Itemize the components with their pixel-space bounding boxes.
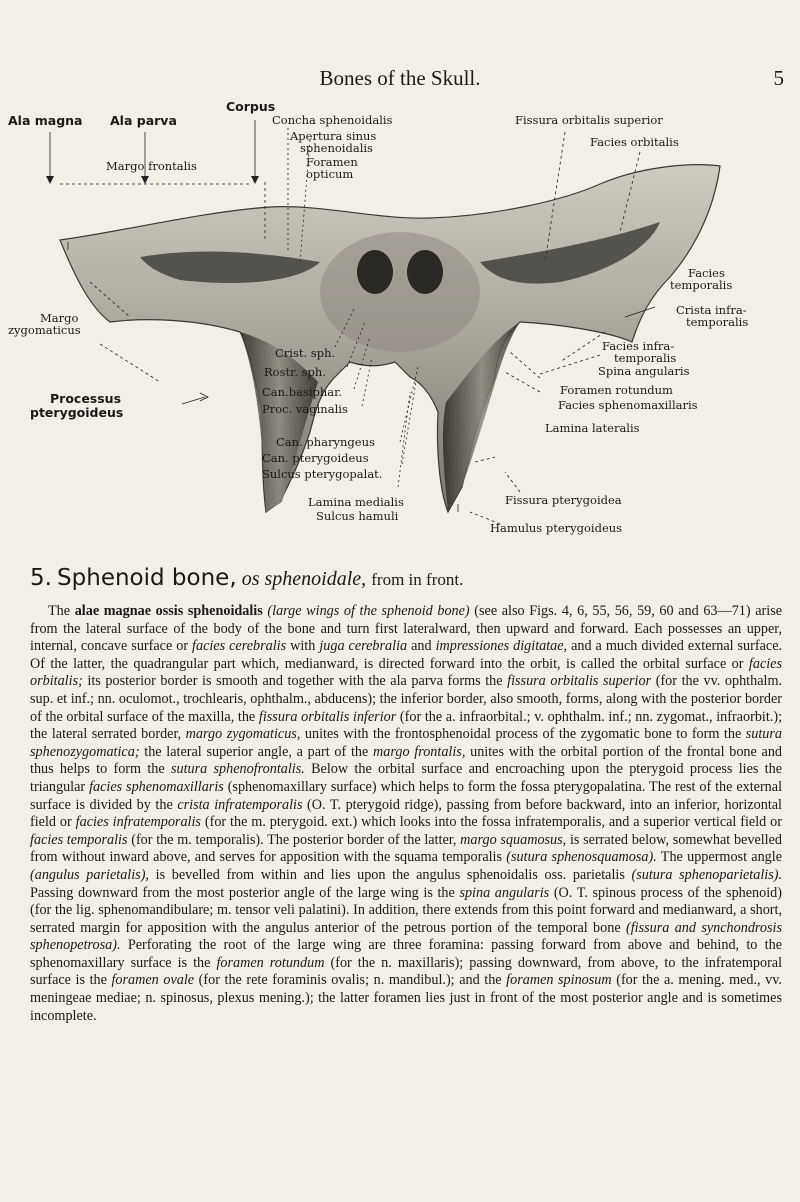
label-lamina-lateralis: Lamina lateralis (545, 421, 640, 435)
label-fissura-orbitalis-superior: Fissura orbitalis superior (515, 113, 663, 127)
label-facies-sphenomaxillaris: Facies sphenomaxillaris (558, 398, 698, 412)
label-hamulus-pterygoideus: Hamulus pterygoideus (490, 521, 623, 535)
label-concha-sphenoidalis: Concha sphenoidalis (272, 113, 393, 127)
label-processus: Processus (50, 391, 122, 406)
label-sulcus-hamuli: Sulcus hamuli (316, 509, 399, 523)
label-rostr-sph: Rostr. sph. (264, 365, 326, 379)
label-proc-vaginalis: Proc. vaginalis (262, 402, 348, 416)
label-sphenoidalis: sphenoidalis (300, 141, 373, 155)
label-crista-infratemporalis-1: Crista infra- (676, 303, 747, 317)
label-zygomaticus: zygomaticus (8, 323, 81, 337)
label-can-pharyngeus: Can. pharyngeus (276, 435, 375, 449)
caption-number: 5. (30, 565, 52, 591)
label-can-basiphar: Can.basiphar. (262, 385, 343, 399)
label-apertura-sinus: Apertura sinus (290, 129, 377, 143)
label-spina-angularis: Spina angularis (598, 364, 690, 378)
label-lamina-medialis: Lamina medialis (308, 495, 404, 509)
label-sulcus-pterygopalat: Sulcus pterygopalat. (262, 467, 383, 481)
label-facies-temporalis-2: temporalis (670, 278, 733, 292)
label-margo: Margo (40, 311, 79, 325)
label-fissura-pterygoidea: Fissura pterygoidea (505, 493, 622, 507)
label-pterygoideus: pterygoideus (30, 405, 124, 420)
caption-latin: os sphenoidale, (241, 568, 367, 590)
label-crista-infratemporalis-2: temporalis (686, 315, 749, 329)
label-facies-infratemporalis-2: temporalis (614, 351, 677, 365)
label-facies-temporalis-1: Facies (688, 266, 725, 280)
sphenoid-bone-figure (0, 92, 800, 552)
right-sinus-opening (407, 250, 443, 294)
figure-caption (30, 565, 790, 593)
body-shading (320, 232, 480, 352)
label-ala-magna: Ala magna (8, 113, 83, 128)
caption-tail: from in front. (371, 570, 464, 589)
arrowheads (46, 176, 259, 184)
label-facies-orbitalis: Facies orbitalis (590, 135, 679, 149)
left-sinus-opening (357, 250, 393, 294)
page-header (0, 66, 800, 92)
label-corpus: Corpus (226, 99, 276, 114)
label-foramen: Foramen (306, 155, 358, 169)
label-facies-infratemporalis-1: Facies infra- (602, 339, 675, 353)
caption-name: Sphenoid bone, (57, 565, 237, 591)
running-title: Bones of the Skull. (319, 66, 481, 90)
label-ala-parva: Ala parva (110, 113, 177, 128)
label-opticum: opticum (306, 167, 354, 181)
label-can-pterygoideus: Can. pterygoideus (262, 451, 369, 465)
page-number: 5 (773, 66, 784, 90)
label-margo-frontalis: Margo frontalis (106, 159, 197, 173)
label-foramen-rotundum: Foramen rotundum (560, 383, 673, 397)
label-crist-sph: Crist. sph. (275, 346, 336, 360)
body-paragraph: The alae magnae ossis sphenoidalis (large wings of the sphenoid bone) (see also Figs. 4, 6, 55, 56, 59, 60 and 63—71) arise from the lateral surface of the body of the bone and turn first lateralward, then upward and forward. Each possesses an upper, internal, concave surface or facies cerebralis with juga cerebralia and impressiones digitatae, and a much divided external surface. Of the latter, the quadrangular part which, medianward, is directed forward into the orbit, is called the orbital surface or facies orbitalis; its posterior border is smooth and together with the ala parva forms the fissura orbitalis superior (for the vv. ophthalm. sup. et inf.; nn. oculomot., trochlearis, ophthalm., abducens); the inferior border, also smooth, forms, along with the posterior border of the orbital surface of the maxilla, the fissura orbitalis inferior (for the a. infraorbital.; v. ophthalm. inf.; nn. zygomat., infraorbit.); the lateral serrated border, margo zygomaticus, unites with the frontosphenoidal process of the zygomatic bone to form the sutura sphenozygomatica; the lateral superior angle, a part of the margo frontalis, unites with the orbital portion of the frontal bone and thus helps to form the sutura sphenofrontalis. Below the orbital surface and encroaching upon the pterygoid process lies the triangular facies sphenomaxillaris (sphenomaxillary surface) which helps to form the fossa pterygopalatina. The rest of the external surface is divided by the crista infratemporalis (O. T. pterygoid ridge), passing from before backward, into an inferior, horizontal field or facies infratemporalis (for the m. pterygoid. ext.) which looks into the fossa infratemporalis, and a superior vertical field or facies temporalis (for the m. temporalis). The posterior border of the latter, margo squamosus, is serrated below, somewhat bevelled from without inward above, and serves for apposition with the squama temporalis (sutura sphenosquamosa). The uppermost angle (angulus parietalis), is bevelled from within and lies upon the angulus sphenoidalis oss. parietalis (sutura sphenoparietalis). Passing downward from the most posterior angle of the large wing is the spina angularis (O. T. spinous process of the sphenoid) (for the lig. sphenomandibulare; m. tensor veli palatini). In addition, there extends from this point forward and medianward, a short, serrated margin for apposition with the angulus anterior of the petrous portion of the temporal bone (fissura and synchondrosis sphenopetrosa). Perforating the root of the large wing are three foramina: passing forward from above and behind, to the sphenomaxillary surface is the foramen rotundum (for the n. maxillaris); passing downward, from above, to the infratemporal surface is the foramen ovale (for the rete foraminis ovalis; n. mandibul.); and the foramen spinosum (for the a. mening. med., vv. meningeae mediae; n. spinosus, plexus mening.); the latter foramen lies just in front of the most posterior angle and is sometimes incomplete. (30, 603, 783, 1024)
